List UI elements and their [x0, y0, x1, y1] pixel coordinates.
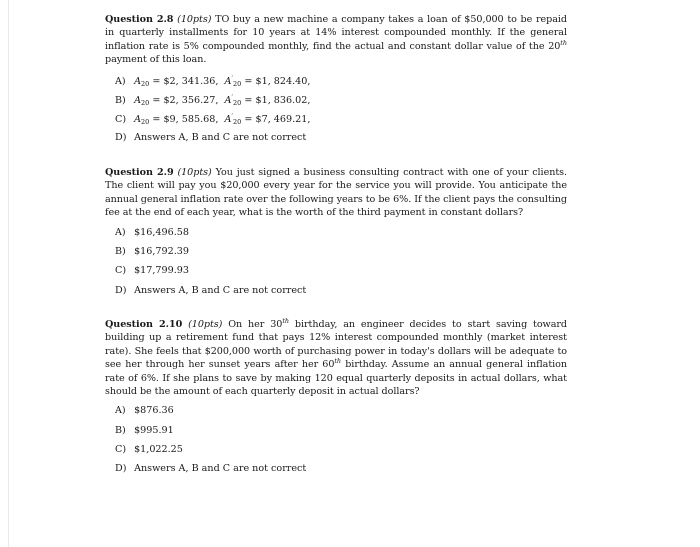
option-text: $1,022.25 [134, 444, 183, 456]
option-letter: D) [115, 131, 127, 143]
answer-option[interactable] [115, 245, 567, 264]
question-2-9 [105, 166, 567, 303]
option-letter: B) [115, 245, 126, 257]
math-equals: = [152, 75, 161, 87]
math-equals: = [152, 94, 161, 106]
option-text: $16,496.58 [134, 226, 189, 238]
question-text-cont: birthday, an engineer decides to start saving toward building up a retirement fund that pays 12% interest compounded monthly (market interest rate). She feels that $200,000 worth of purchasing power in today's dollars will be adequate to see her through her sunset years after her 60 [105, 319, 568, 371]
option-letter: D) [115, 463, 127, 475]
answer-option[interactable] [115, 404, 567, 423]
question-stem [105, 318, 567, 398]
option-letter: D) [115, 284, 127, 296]
question-stem [105, 13, 567, 67]
answer-options [115, 226, 567, 303]
math-subscript: 20 [141, 118, 150, 127]
question-stem [105, 166, 567, 220]
question-points: (10pts) [177, 167, 212, 178]
option-text: $876.36 [134, 405, 174, 417]
option-letter: A) [115, 75, 126, 87]
math-subscript: 20 [141, 79, 150, 88]
option-value-constant: $1, 824.40, [255, 75, 311, 87]
answer-option[interactable] [115, 462, 567, 481]
question-text: TO buy a new machine a company takes a loan of $50,000 to be repaid in quarterly installments for 10 years at 14% interest compounded monthly. If the general inflation rate is 5% compounded monthly, find the actual and constant dollar value of the 20 [105, 14, 568, 52]
option-letter: B) [115, 94, 126, 106]
answer-option[interactable] [115, 73, 567, 92]
option-letter: C) [115, 114, 127, 126]
option-text: Answers A, B and C are not correct [134, 131, 307, 143]
question-text: You just signed a business consulting contract with one of your clients. The client will pay you $20,000 every year for the service you will provide. You anticipate the annual general inflation rate over the following years to be 6%. If the client pays the consulting fee at the end of each year, what is the worth of the third payment in constant dollars? [105, 167, 568, 219]
option-value-actual: $2, 341.36, [163, 75, 219, 87]
answer-options [115, 73, 567, 150]
math-subscript: 20 [233, 79, 242, 88]
option-letter: B) [115, 424, 126, 436]
math-prime: ′ [231, 74, 234, 83]
option-text: $995.91 [134, 424, 174, 436]
option-letter: A) [115, 405, 126, 417]
option-letter: A) [115, 226, 126, 238]
question-number: Question 2.9 [105, 167, 174, 178]
math-symbol: A [134, 114, 141, 126]
math-symbol: A [134, 94, 141, 106]
question-points: (10pts) [188, 319, 223, 330]
question-text: On her 30 [228, 319, 283, 330]
math-symbol: A [224, 75, 232, 87]
option-value-constant: $7, 469.21, [255, 114, 311, 126]
math-subscript: 20 [141, 98, 150, 107]
answer-option[interactable] [115, 443, 567, 462]
answer-option[interactable] [115, 284, 567, 303]
question-text-cont: payment of this loan. [105, 54, 207, 66]
question-text-end: birthday. Assume an annual general inflation rate of 6%. If she plans to save by making 120 equal quarterly deposits in actual dollars, what should be the amount of each quarterly deposit in actual dollars? [105, 359, 567, 398]
math-symbol: A [224, 94, 232, 106]
math-symbol: A [224, 114, 232, 126]
question-2-8 [105, 13, 567, 150]
math-equals: = [244, 114, 253, 126]
option-value-actual: $2, 356.27, [163, 94, 219, 106]
answer-option[interactable] [115, 264, 567, 283]
question-number: Question 2.8 [105, 14, 174, 25]
math-equals: = [244, 75, 253, 87]
ordinal-suffix: th [334, 357, 342, 366]
math-prime: ′ [231, 93, 234, 102]
math-equals: = [152, 114, 161, 126]
math-symbol: A [134, 75, 141, 87]
answer-option[interactable] [115, 424, 567, 443]
option-text: $16,792.39 [134, 245, 189, 257]
question-points: (10pts) [177, 14, 212, 25]
math-subscript: 20 [233, 118, 242, 127]
question-2-10 [105, 318, 567, 482]
option-value-actual: $9, 585.68, [163, 114, 219, 126]
option-text: Answers A, B and C are not correct [134, 463, 307, 475]
option-value-constant: $1, 836.02, [255, 94, 311, 106]
answer-option[interactable] [115, 226, 567, 245]
answer-option[interactable] [115, 92, 567, 111]
math-prime: ′ [231, 113, 234, 122]
answer-option[interactable] [115, 111, 567, 130]
option-letter: C) [115, 265, 127, 277]
math-equals: = [244, 94, 253, 106]
math-subscript: 20 [233, 98, 242, 107]
option-text: $17,799.93 [134, 265, 189, 277]
answer-option[interactable] [115, 131, 567, 150]
question-number: Question 2.10 [105, 319, 183, 330]
ordinal-suffix: th [282, 317, 290, 325]
answer-options [115, 404, 567, 481]
option-letter: C) [115, 444, 127, 456]
ordinal-suffix: th [560, 38, 567, 47]
option-text: Answers A, B and C are not correct [134, 284, 307, 296]
page-edge-divider [8, 0, 9, 547]
